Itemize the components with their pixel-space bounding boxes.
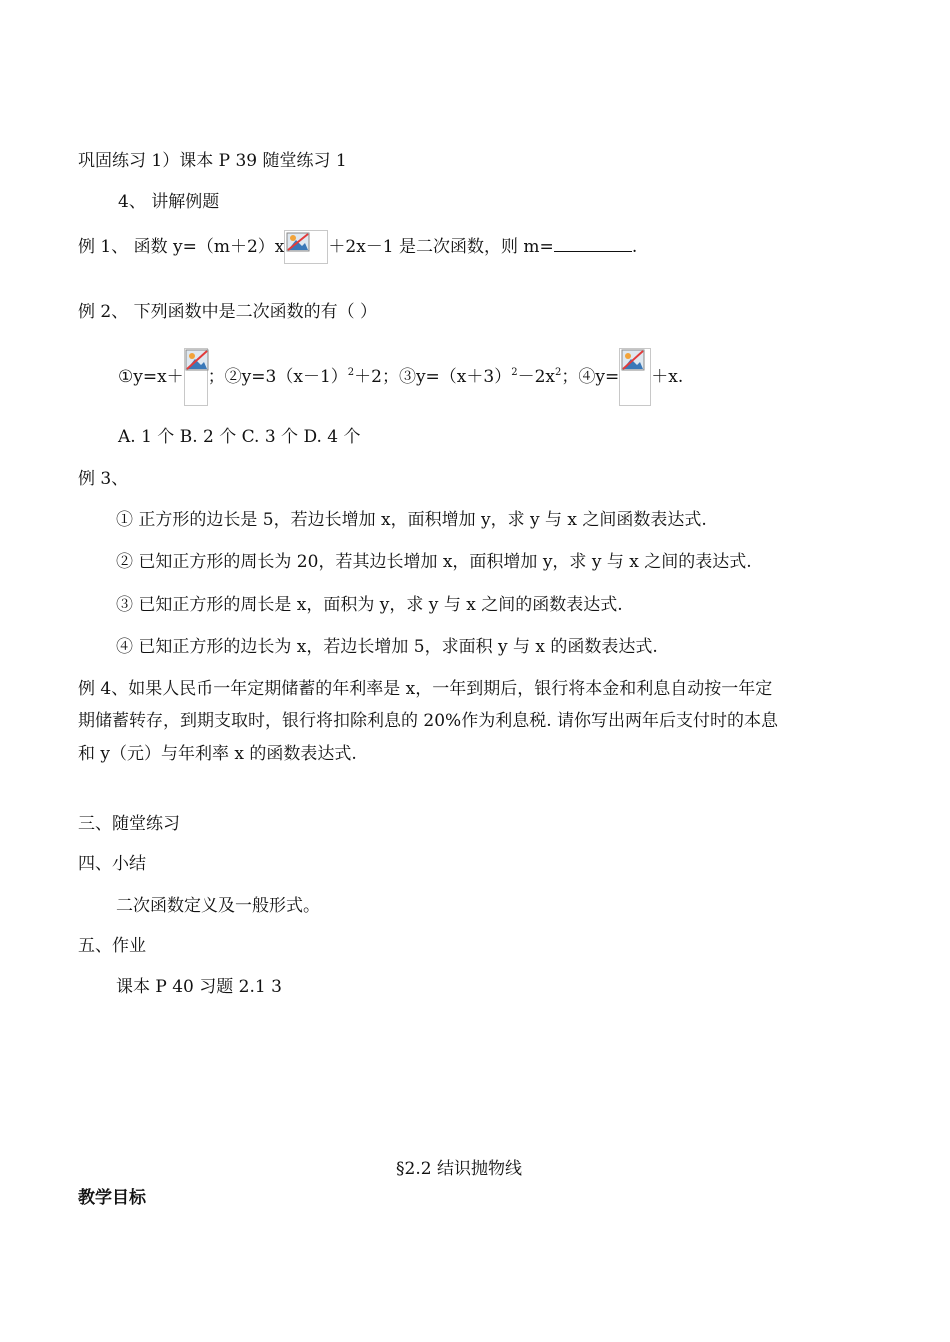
- example-3-item-2: ② 已知正方形的周长为 20，若其边长增加 x，面积增加 y，求 y 与 x 之间的表达式.: [116, 552, 752, 572]
- example-4-line-1: 例 4、如果人民币一年定期储蓄的年利率是 x，一年到期后，银行将本金和利息自动按一年定: [78, 679, 773, 699]
- summary-text: 二次函数定义及一般形式。: [116, 896, 320, 916]
- example-3-item-4: ④ 已知正方形的边长为 x，若边长增加 5，求面积 y 与 x 的函数表达式.: [116, 637, 658, 657]
- answer-choices: A. 1 个 B. 2 个 C. 3 个 D. 4 个: [118, 427, 361, 447]
- example-1: [78, 230, 637, 264]
- option-3-text: ＋2；③y=（x＋3）: [354, 367, 512, 387]
- teaching-goals-heading: 教学目标: [78, 1188, 146, 1208]
- example-3-item-1: ① 正方形的边长是 5，若边长增加 x，面积增加 y，求 y 与 x 之间函数表达式.: [116, 510, 707, 530]
- example-3-item-3: ③ 已知正方形的周长是 x，面积为 y，求 y 与 x 之间的函数表达式.: [116, 595, 623, 615]
- broken-image-icon: [184, 348, 208, 406]
- example-2-options: [118, 344, 683, 406]
- option-3-text-b: －2x: [517, 367, 555, 387]
- answer-blank: [554, 235, 632, 252]
- example-1-text-a: 例 1、 函数 y=（m＋2）x: [78, 237, 285, 257]
- option-1-text: ①y=x＋: [118, 367, 184, 387]
- example-4-line-2: 期储蓄转存，到期支取时，银行将扣除利息的 20%作为利息税. 请你写出两年后支付时的本息: [78, 711, 778, 731]
- broken-image-icon: [284, 230, 328, 264]
- option-4-text-b: ＋x.: [651, 367, 684, 387]
- exponent: 2: [555, 367, 562, 378]
- exponent: 2: [347, 367, 355, 378]
- example-1-text-c: .: [631, 237, 638, 257]
- example-3: 例 3、: [78, 469, 129, 489]
- example-heading: 4、 讲解例题: [118, 192, 220, 212]
- option-2-text: ；②y=3（x－1）: [207, 367, 348, 387]
- example-2: 例 2、 下列函数中是二次函数的有（ ）: [78, 302, 378, 322]
- practice-line: 巩固练习 1）课本 P 39 随堂练习 1: [78, 151, 347, 171]
- section-4-heading: 四、小结: [78, 854, 146, 874]
- homework-text: 课本 P 40 习题 2.1 3: [116, 977, 282, 997]
- section-3-heading: 三、随堂练习: [78, 814, 180, 834]
- example-4-line-3: 和 y（元）与年利率 x 的函数表达式.: [78, 744, 357, 764]
- option-4-text: ；④y=: [561, 367, 620, 387]
- broken-image-icon: [619, 348, 651, 406]
- section-title: §2.2 结识抛物线: [396, 1159, 522, 1179]
- example-1-text-b: ＋2x－1 是二次函数，则 m=: [328, 237, 554, 257]
- exponent: 2: [511, 367, 518, 378]
- section-5-heading: 五、作业: [78, 936, 146, 956]
